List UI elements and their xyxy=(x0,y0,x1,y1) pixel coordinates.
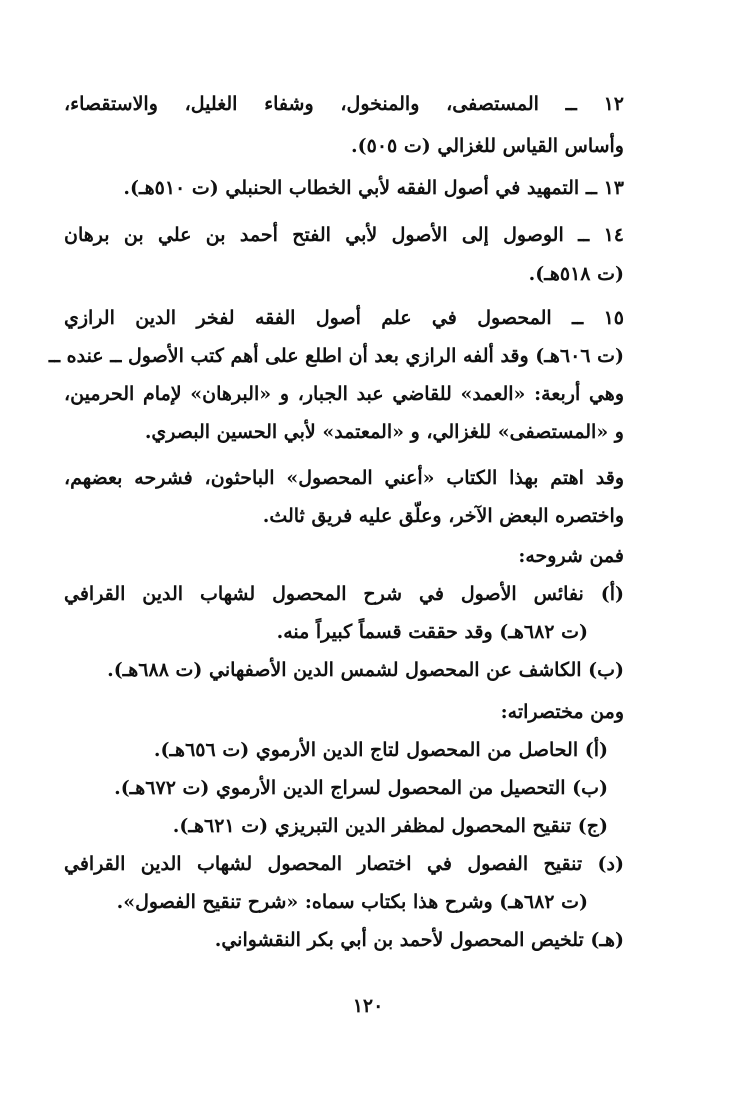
page-number: ١٢٠ xyxy=(352,995,384,1017)
text-line-abridgement-b: (ب) التحصيل من المحصول لسراج الدين الأرموي (ت ٦٧٢هـ). xyxy=(114,777,608,799)
text-line-item-12-b: وأساس القياس للغزالي (ت ٥٠٥). xyxy=(351,135,624,157)
text-line-item-15-a: ١٥ ــ المحصول في علم أصول الفقه لفخر الدين الرازي xyxy=(64,307,624,329)
text-line-item-15-d: و «المستصفى» للغزالي، و «المعتمد» لأبي الحسين البصري. xyxy=(144,421,624,443)
text-line-item-13: ١٣ ــ التمهيد في أصول الفقه لأبي الخطاب الحنبلي (ت ٥١٠هـ). xyxy=(123,177,624,199)
text-line-para-b: واختصره البعض الآخر، وعلّق عليه فريق ثالث. xyxy=(262,505,624,527)
text-line-commentary-a-1: (أ) نفائس الأصول في شرح المحصول لشهاب الدين القرافي xyxy=(64,583,624,605)
text-line-para-a: وقد اهتم بهذا الكتاب «أعني المحصول» الباحثون، فشرحه بعضهم، xyxy=(64,467,624,489)
text-line-commentary-b: (ب) الكاشف عن المحصول لشمس الدين الأصفهاني (ت ٦٨٨هـ). xyxy=(107,659,624,681)
text-line-abridgement-c: (ج) تنقيح المحصول لمظفر الدين التبريزي (ت ٦٢١هـ). xyxy=(172,815,608,837)
text-line-abridgement-e: (هـ) تلخيص المحصول لأحمد بن أبي بكر النقشواني. xyxy=(214,929,624,951)
text-line-abridgement-d-2: (ت ٦٨٢هـ) وشرح هذا بكتاب سماه: «شرح تنقيح الفصول». xyxy=(116,891,588,913)
text-line-item-15-c: وهي أربعة: «العمد» للقاضي عبد الجبار، و «البرهان» لإمام الحرمين، xyxy=(64,383,624,405)
text-line-item-14-b: (ت ٥١٨هـ). xyxy=(528,263,624,285)
text-line-item-12-a: ١٢ ــ المستصفى، والمنخول، وشفاء الغليل، والاستقصاء، xyxy=(64,93,624,115)
subheading-abridgements: ومن مختصراته: xyxy=(500,701,624,723)
text-line-abridgement-a: (أ) الحاصل من المحصول لتاج الدين الأرموي (ت ٦٥٦هـ). xyxy=(153,739,608,761)
text-line-item-15-b: (ت ٦٠٦هـ) وقد ألفه الرازي بعد أن اطلع على أهم كتب الأصول ــ عنده ــ xyxy=(48,345,624,367)
text-line-abridgement-d-1: (د) تنقيح الفصول في اختصار المحصول لشهاب الدين القرافي xyxy=(64,853,624,875)
subheading-commentaries: فمن شروحه: xyxy=(518,545,624,567)
text-line-item-14-a: ١٤ ــ الوصول إلى الأصول لأبي الفتح أحمد بن علي بن برهان xyxy=(64,224,624,246)
text-line-commentary-a-2: (ت ٦٨٢هـ) وقد حققت قسماً كبيراً منه. xyxy=(276,621,588,643)
